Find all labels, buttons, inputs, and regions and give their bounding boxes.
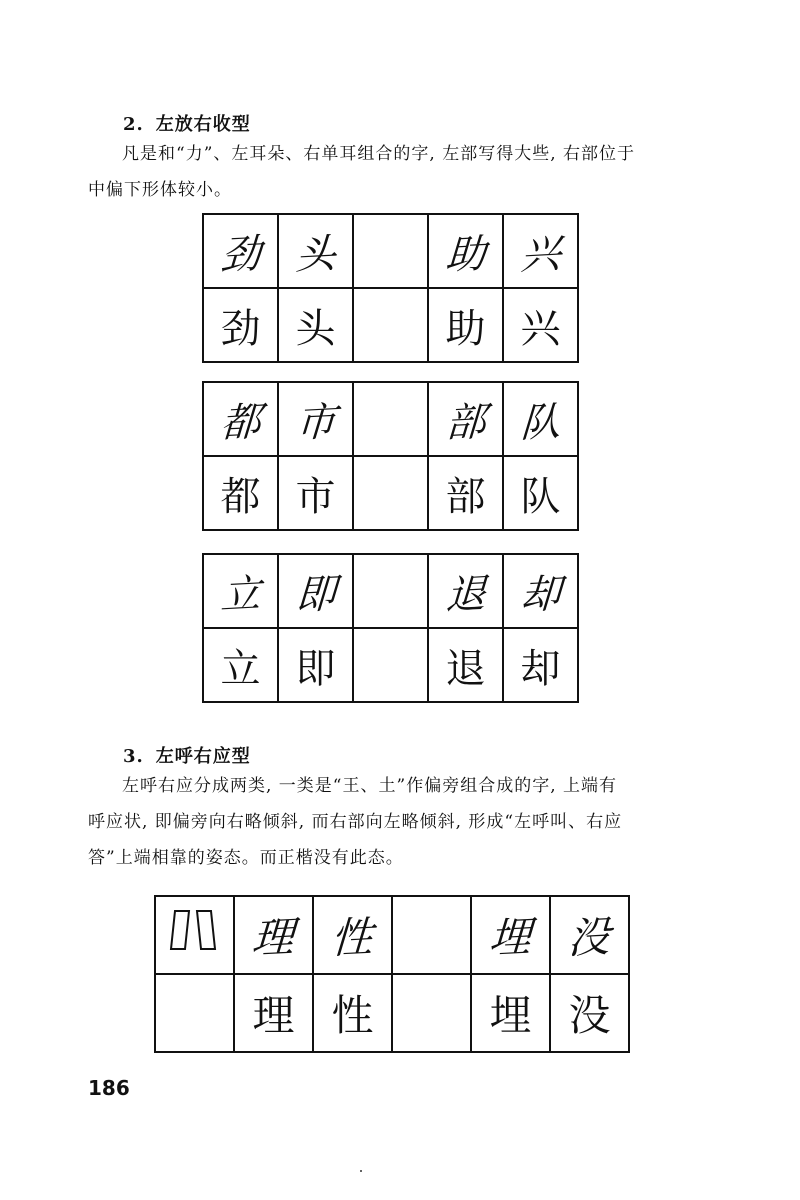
character-grid-4 (154, 895, 630, 1053)
grid-cell-empty (155, 974, 234, 1052)
character-grid-2 (202, 381, 579, 531)
grid-cell: 立 (203, 554, 278, 628)
grid-cell: 头 (278, 214, 353, 288)
grid-cell: 队 (503, 456, 578, 530)
grid-cell: 头 (278, 288, 353, 362)
grid-cell: 却 (503, 628, 578, 702)
grid-cell: 没 (550, 896, 629, 974)
grid-cell-empty (353, 214, 428, 288)
grid-cell: 都 (203, 456, 278, 530)
grid-cell: 助 (428, 288, 503, 362)
handwritten-row (155, 896, 629, 974)
character-grid-3 (202, 553, 579, 703)
section-3-paragraph (88, 768, 622, 876)
paragraph-line: 左呼右应分成两类, 一类是“王、土”作偏旁组合成的字, 上端有 (122, 776, 617, 796)
grid-cell: 队 (503, 382, 578, 456)
handwritten-row (203, 382, 578, 456)
printed-row (203, 456, 578, 530)
grid-cell: 兴 (503, 214, 578, 288)
grid-cell: 埋 (471, 896, 550, 974)
grid-cell-empty (353, 628, 428, 702)
printed-row (203, 288, 578, 362)
grid-cell: 没 (550, 974, 629, 1052)
grid-cell: 部 (428, 456, 503, 530)
grid-cell: 立 (203, 628, 278, 702)
section-2-paragraph (88, 136, 635, 208)
grid-cell: 退 (428, 554, 503, 628)
grid-cell-empty (353, 554, 428, 628)
paragraph-line: 呼应状, 即偏旁向右略倾斜, 而右部向左略倾斜, 形成“左呼叫、右应 (88, 812, 623, 832)
grid-cell: 劲 (203, 288, 278, 362)
grid-cell-empty (353, 288, 428, 362)
grid-cell-empty (353, 382, 428, 456)
section-3-title: 左呼右应型 (155, 746, 251, 767)
grid-cell: 理 (234, 974, 313, 1052)
printed-row (155, 974, 629, 1052)
paragraph-line: 中偏下形体较小。 (88, 180, 232, 200)
section-2-number: 2. (123, 114, 144, 135)
grid-cell-diagram (155, 896, 234, 974)
grid-cell: 退 (428, 628, 503, 702)
grid-cell: 即 (278, 554, 353, 628)
scan-speck (360, 1170, 362, 1172)
grid-cell: 性 (313, 896, 392, 974)
section-3-number: 3. (123, 746, 144, 767)
grid-cell: 却 (503, 554, 578, 628)
grid-cell-empty (353, 456, 428, 530)
grid-cell: 即 (278, 628, 353, 702)
grid-cell: 劲 (203, 214, 278, 288)
grid-cell: 助 (428, 214, 503, 288)
grid-cell-empty (392, 896, 471, 974)
printed-row (203, 628, 578, 702)
section-2-title: 左放右收型 (155, 114, 251, 135)
character-grid-1 (202, 213, 579, 363)
grid-cell: 理 (234, 896, 313, 974)
section-3-heading (123, 742, 251, 768)
grid-cell: 市 (278, 456, 353, 530)
paragraph-line: 答”上端相靠的姿态。而正楷没有此态。 (88, 848, 404, 868)
handwritten-row (203, 214, 578, 288)
grid-cell: 部 (428, 382, 503, 456)
paragraph-line: 凡是和“力”、左耳朵、右单耳组合的字, 左部写得大些, 右部位于 (122, 144, 635, 164)
grid-cell-empty (392, 974, 471, 1052)
grid-cell: 都 (203, 382, 278, 456)
section-2-heading (123, 110, 251, 136)
grid-cell: 市 (278, 382, 353, 456)
slanted-strokes-diagram (165, 905, 225, 955)
grid-cell: 兴 (503, 288, 578, 362)
handwritten-row (203, 554, 578, 628)
grid-cell: 埋 (471, 974, 550, 1052)
grid-cell: 性 (313, 974, 392, 1052)
page-number: 186 (88, 1076, 130, 1100)
